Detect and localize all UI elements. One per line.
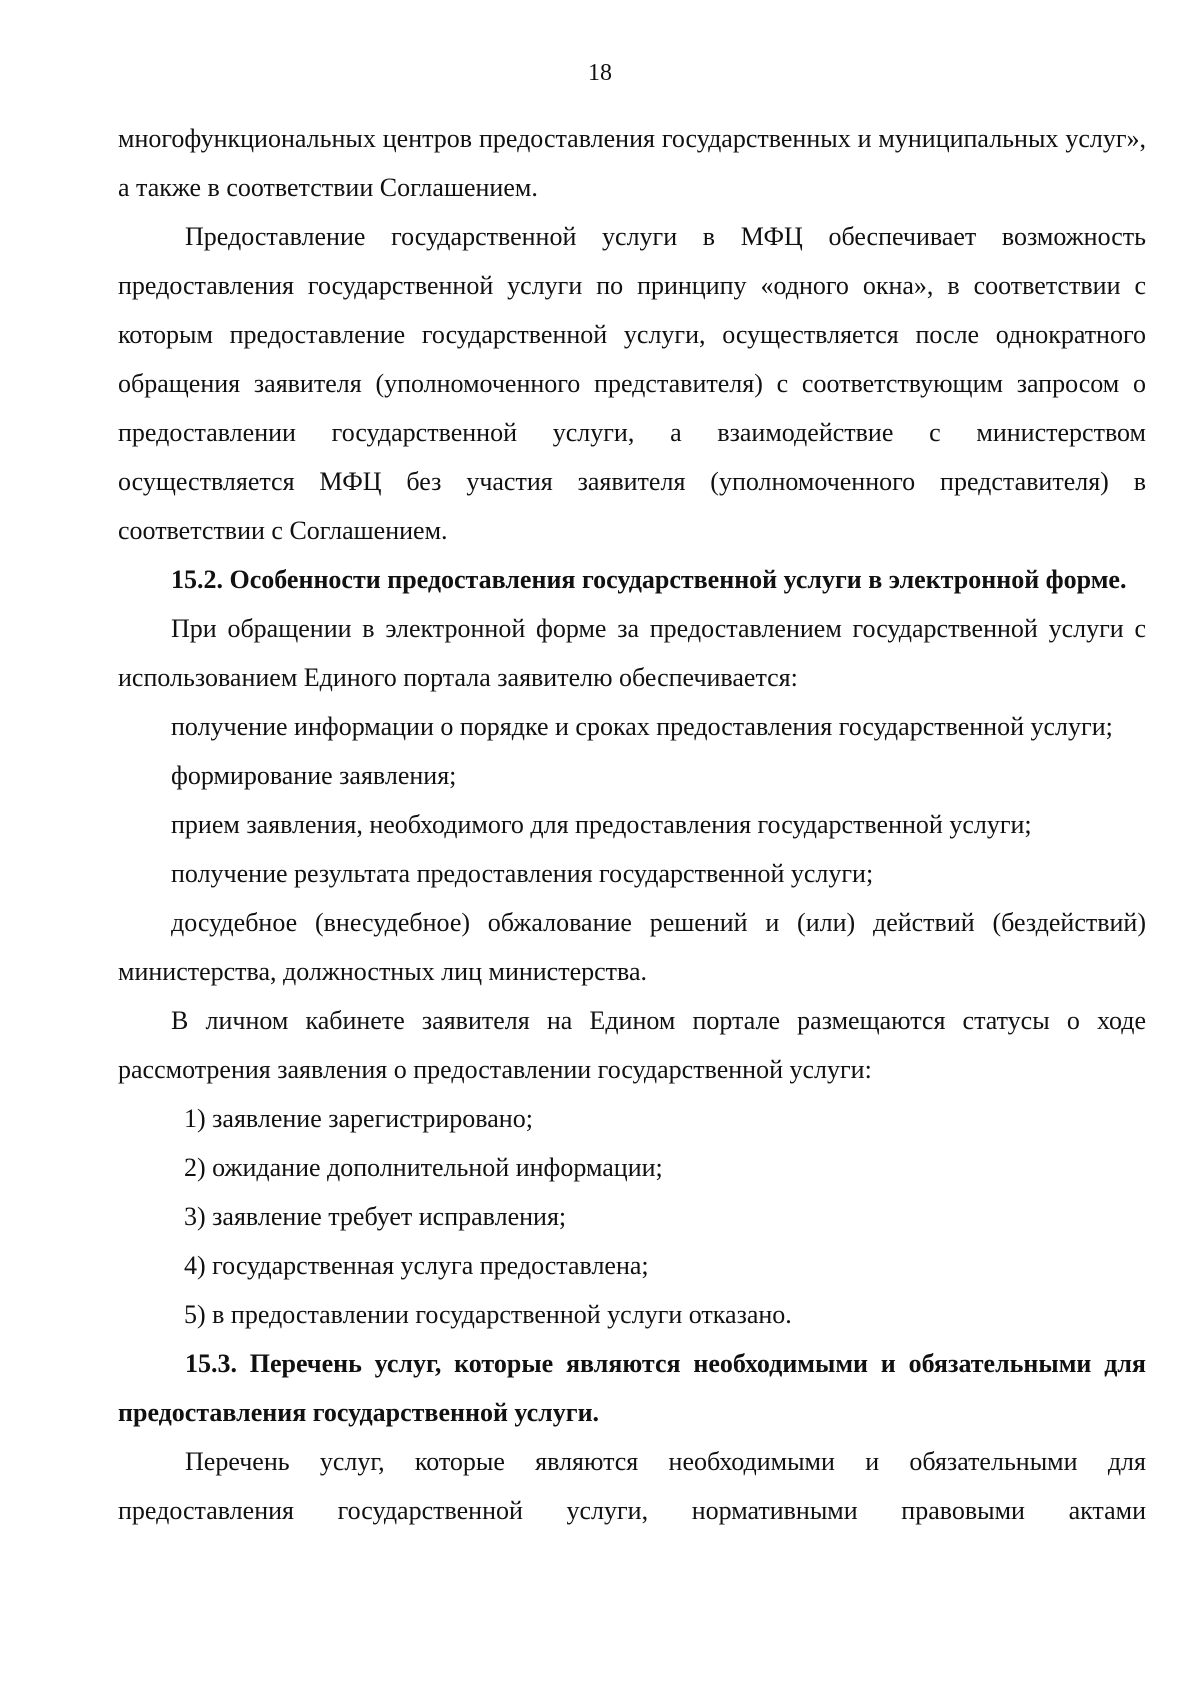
status-item-4: 4) государственная услуга предоставлена; bbox=[184, 1251, 649, 1280]
paragraph-statuses: В личном кабинете заявителя на Едином портале размещаются статусы о ходе рассмотрения заявления о предоставлении государственной услуги: bbox=[118, 1006, 1146, 1084]
paragraph-services-list: Перечень услуг, которые являются необходимыми и обязательными для предоставления государственной услуги, нормативными правовыми актами bbox=[118, 1447, 1146, 1525]
section-heading-15-3: 15.3. Перечень услуг, которые являются необходимыми и обязательными для предоставления государственной услуги. bbox=[118, 1349, 1146, 1427]
paragraph-continuation: многофункциональных центров предоставления государственных и муниципальных услуг», а также в соответствии Соглашением. bbox=[118, 124, 1146, 202]
paragraph-electronic-form: При обращении в электронной форме за предоставлением государственной услуги с использованием Единого портала заявителю обеспечивается: bbox=[118, 614, 1146, 692]
list-item-forming: формирование заявления; bbox=[171, 761, 457, 790]
paragraph-mfc: Предоставление государственной услуги в МФЦ обеспечивает возможность предоставления государственной услуги по принципу «одного окна», в соответствии с которым предоставление государственной услуги, осуществляется после однократного обращения заявителя (уполномоченного представителя) с соответствующим запросом о предоставлении государственной услуги, а взаимодействие с министерством осуществляется МФЦ без участия заявителя (уполномоченного представителя) в соответствии с Соглашением. bbox=[118, 222, 1146, 545]
list-item-appeal: досудебное (внесудебное) обжалование решений и (или) действий (бездействий) министерства, должностных лиц министерства. bbox=[118, 908, 1146, 986]
document-body bbox=[118, 114, 1146, 1535]
status-item-1: 1) заявление зарегистрировано; bbox=[184, 1104, 533, 1133]
list-item-result: получение результата предоставления государственной услуги; bbox=[171, 859, 874, 888]
status-item-3: 3) заявление требует исправления; bbox=[184, 1202, 567, 1231]
section-heading-15-2: 15.2. Особенности предоставления государственной услуги в электронной форме. bbox=[171, 565, 1127, 594]
list-item-information: получение информации о порядке и сроках предоставления государственной услуги; bbox=[171, 712, 1113, 741]
list-item-receiving: прием заявления, необходимого для предоставления государственной услуги; bbox=[171, 810, 1032, 839]
status-item-2: 2) ожидание дополнительной информации; bbox=[184, 1153, 663, 1182]
page-number: 18 bbox=[588, 60, 612, 86]
status-item-5: 5) в предоставлении государственной услуги отказано. bbox=[184, 1300, 792, 1329]
